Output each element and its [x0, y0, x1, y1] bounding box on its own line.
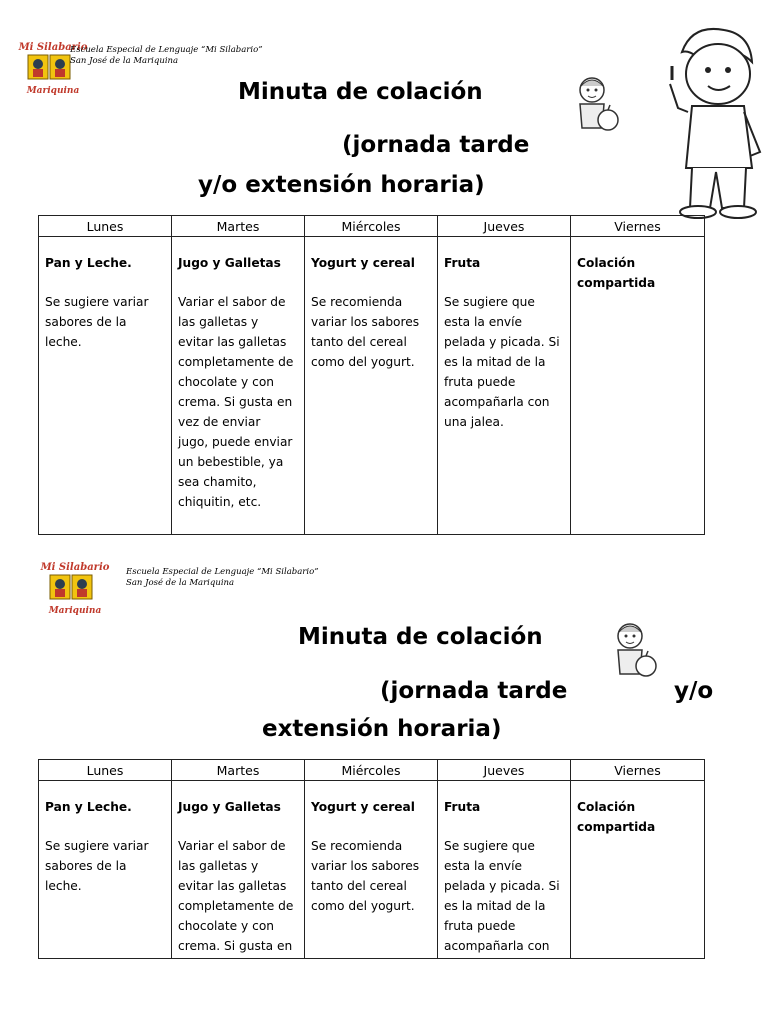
school-location: San José de la Mariquina: [70, 56, 179, 66]
logo-text-top: Mi Silabario: [40, 562, 110, 573]
school-header-2: [126, 567, 319, 589]
day-title: Colación compartida: [577, 256, 656, 290]
table-row: [39, 781, 705, 959]
header-miercoles: Miércoles: [305, 760, 438, 781]
day-title: Pan y Leche.: [45, 256, 132, 270]
cell-martes: [172, 781, 305, 959]
header-viernes: Viernes: [571, 216, 705, 237]
day-text: Se recomienda variar los sabores tanto del cereal como del yogurt.: [311, 839, 420, 913]
day-title: Yogurt y cereal: [311, 256, 415, 270]
header-lunes: Lunes: [39, 760, 172, 781]
cell-martes: [172, 237, 305, 535]
cell-lunes: [39, 237, 172, 535]
logo-text-bottom: Mariquina: [48, 606, 102, 616]
menu-table: [38, 215, 705, 535]
header-lunes: Lunes: [39, 216, 172, 237]
day-title: Fruta: [444, 800, 481, 814]
page-title-2: Minuta de colación: [298, 624, 543, 650]
header-jueves: Jueves: [438, 760, 571, 781]
logo-text-top: Mi Silabario: [18, 42, 88, 53]
table-header-row: [39, 216, 705, 237]
page-subtitle-2: y/o extensión horaria): [198, 172, 485, 198]
table-header-row: [39, 760, 705, 781]
cell-jueves: [438, 781, 571, 959]
header-viernes: Viernes: [571, 760, 705, 781]
school-logo-2: [36, 558, 114, 622]
page-title: Minuta de colación: [238, 79, 483, 105]
day-title: Jugo y Galletas: [178, 800, 281, 814]
page-subtitle-2c: extensión horaria): [262, 716, 502, 742]
day-text: Variar el sabor de las galletas y evitar las galletas completamente de chocolate y con crema. Si gusta en: [178, 839, 294, 953]
day-text: Variar el sabor de las galletas y evitar las galletas completamente de chocolate y con crema. Si gusta en vez de enviar jugo, puede enviar un bebestible, ya sea chamito, chiquitin, etc.: [178, 295, 294, 509]
cell-miercoles: [305, 237, 438, 535]
page-subtitle-2b: y/o: [674, 678, 714, 704]
day-text: Se sugiere variar sabores de la leche.: [45, 839, 149, 893]
school-name: Escuela Especial de Lenguaje “Mi Silabario”: [70, 45, 263, 55]
school-location: San José de la Mariquina: [126, 578, 235, 588]
page-subtitle-2a: (jornada tarde: [380, 678, 568, 704]
cell-viernes: [571, 781, 705, 959]
header-martes: Martes: [172, 760, 305, 781]
page-subtitle: (jornada tarde: [342, 132, 530, 158]
header-miercoles: Miércoles: [305, 216, 438, 237]
cell-jueves: [438, 237, 571, 535]
day-title: Jugo y Galletas: [178, 256, 281, 270]
boy-pointing-illustration: [652, 22, 768, 222]
header-jueves: Jueves: [438, 216, 571, 237]
child-apple-illustration-2: [606, 620, 662, 682]
header-martes: Martes: [172, 216, 305, 237]
logo-text-bottom: Mariquina: [26, 86, 80, 96]
day-text: Se recomienda variar los sabores tanto del cereal como del yogurt.: [311, 295, 420, 369]
day-text: Se sugiere variar sabores de la leche.: [45, 295, 149, 349]
menu-table-2: [38, 759, 705, 959]
table-row: [39, 237, 705, 535]
cell-lunes: [39, 781, 172, 959]
cell-miercoles: [305, 781, 438, 959]
school-header: [70, 45, 263, 67]
cell-viernes: [571, 237, 705, 535]
day-title: Yogurt y cereal: [311, 800, 415, 814]
school-name: Escuela Especial de Lenguaje “Mi Silabario”: [126, 567, 319, 577]
day-title: Fruta: [444, 256, 481, 270]
day-text: Se sugiere que esta la envíe pelada y picada. Si es la mitad de la fruta puede acompañarla con una jalea.: [444, 295, 560, 429]
day-title: Colación compartida: [577, 800, 656, 834]
day-text: Se sugiere que esta la envíe pelada y picada. Si es la mitad de la fruta puede acompañarla con: [444, 839, 560, 953]
child-apple-illustration: [568, 74, 624, 136]
day-title: Pan y Leche.: [45, 800, 132, 814]
